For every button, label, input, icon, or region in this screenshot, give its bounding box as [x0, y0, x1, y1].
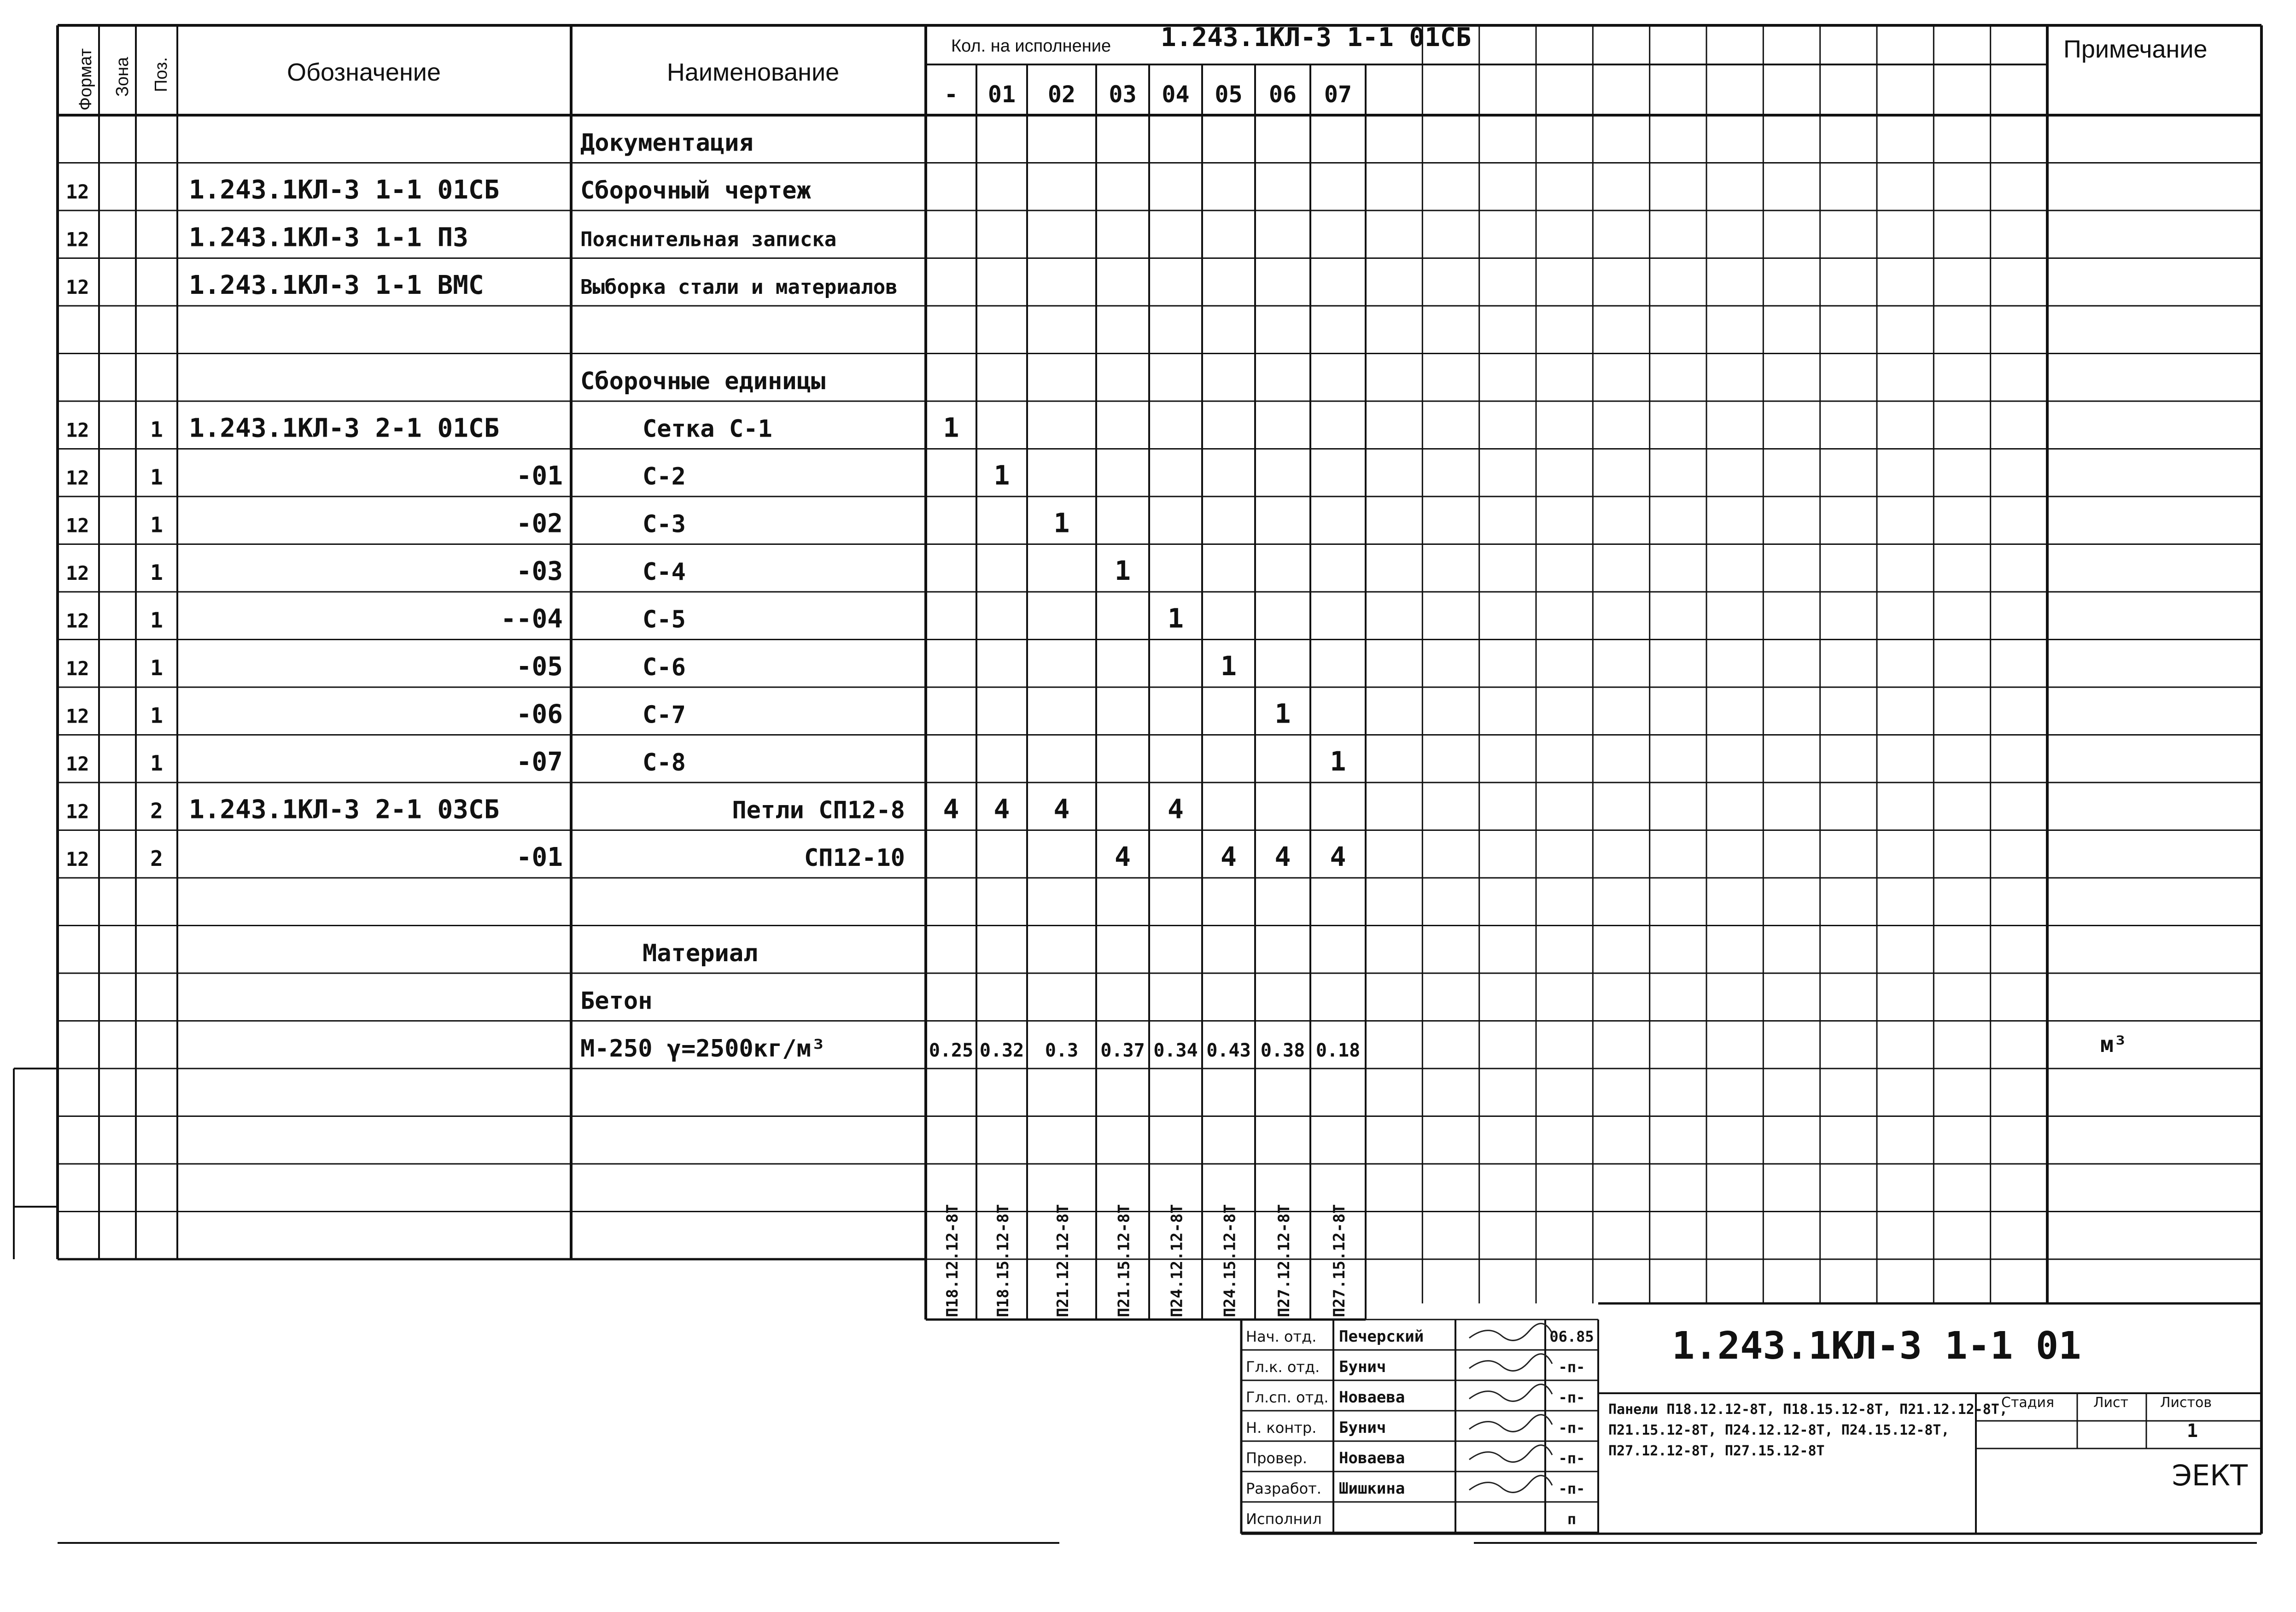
cell-qty: 0.43 — [1206, 1040, 1251, 1061]
cell-qty: 0.37 — [1100, 1040, 1145, 1061]
stamp-role: Разработ. — [1246, 1480, 1321, 1497]
table-row — [66, 270, 898, 300]
table-row — [580, 129, 754, 157]
stamp-person: Бунич — [1339, 1358, 1386, 1376]
cell-qty: 1 — [1115, 555, 1131, 586]
stamp-roles — [1246, 1324, 1594, 1528]
cell-format: 12 — [66, 848, 89, 870]
stamp-person: Новаева — [1339, 1388, 1405, 1407]
product-label: П24.12.12-8Т — [1168, 1204, 1186, 1317]
cell-qty: 4 — [943, 793, 959, 825]
cell-pos: 1 — [150, 417, 163, 442]
variant-label: - — [944, 81, 958, 108]
cell-note: м³ — [2100, 1032, 2127, 1057]
table-header — [76, 23, 2208, 111]
cell-format: 12 — [66, 276, 89, 298]
cell-format: 12 — [66, 228, 89, 251]
product-label: П27.15.12-8Т — [1330, 1204, 1349, 1317]
cell-qty: 4 — [993, 793, 1010, 825]
cell-format: 12 — [66, 753, 89, 775]
cell-designation: 1.243.1КЛ-3 1-1 П3 — [189, 222, 468, 253]
cell-designation: 1.243.1КЛ-3 2-1 01СБ — [189, 413, 500, 444]
cell-name: Материал — [643, 940, 758, 967]
cell-qty: 0.32 — [979, 1040, 1024, 1061]
cell-name: СП12-10 — [804, 844, 905, 872]
header-format: Формат — [76, 48, 95, 111]
stamp-sheet-label: Лист — [2093, 1395, 2129, 1411]
signature-icon — [1469, 1324, 1552, 1341]
cell-pos: 2 — [150, 798, 163, 824]
cell-pos: 1 — [150, 465, 163, 490]
table-row — [643, 940, 758, 967]
stamp-role: Н. контр. — [1246, 1419, 1317, 1437]
table-row — [66, 460, 1010, 491]
title-block — [1246, 1324, 2248, 1528]
stamp-date: -п- — [1558, 1449, 1585, 1467]
cell-designation: --04 — [501, 604, 563, 634]
stamp-person: Шишкина — [1339, 1479, 1405, 1498]
product-label: П18.12.12-8Т — [943, 1204, 962, 1317]
stamp-date: -п- — [1558, 1480, 1585, 1497]
table-row — [66, 650, 1237, 682]
stamp-role: Провер. — [1246, 1449, 1307, 1467]
cell-designation: 1.243.1КЛ-3 1-1 ВМС — [189, 270, 484, 300]
cell-qty: 0.3 — [1045, 1040, 1079, 1061]
cell-name: Документация — [580, 129, 754, 157]
cell-pos: 1 — [150, 703, 163, 728]
product-label: П18.15.12-8Т — [994, 1204, 1012, 1317]
variant-label: 03 — [1109, 81, 1137, 108]
cell-name: С-6 — [643, 654, 686, 681]
product-labels — [943, 1204, 1349, 1317]
cell-qty: 1 — [1168, 602, 1184, 634]
table-row — [580, 1032, 2127, 1063]
cell-name: С-3 — [643, 510, 686, 538]
cell-format: 12 — [66, 800, 89, 823]
cell-name: С-7 — [643, 701, 686, 729]
cell-name: Петли СП12-8 — [732, 796, 905, 824]
cell-qty: 1 — [1221, 650, 1237, 682]
table-row — [66, 794, 1184, 825]
cell-name: С-2 — [643, 463, 686, 491]
cell-qty: 4 — [1053, 793, 1070, 825]
stamp-sheets-value: 1 — [2186, 1420, 2198, 1442]
stamp-person: Печерский — [1339, 1327, 1424, 1346]
cell-name: М-250 γ=2500кг/м³ — [580, 1035, 826, 1063]
cell-name: Сборочный чертеж — [580, 177, 811, 204]
stamp-date: -п- — [1558, 1389, 1585, 1406]
cell-name: Пояснительная записка — [580, 228, 837, 251]
cell-qty: 0.18 — [1315, 1040, 1361, 1061]
stamp-role: Гл.сп. отд. — [1246, 1389, 1329, 1406]
cell-format: 12 — [66, 514, 89, 537]
header-qty-code: 1.243.1КЛ-3 1-1 01СБ — [1161, 23, 1472, 53]
product-label: П21.12.12-8Т — [1054, 1204, 1072, 1317]
signature-icon — [1469, 1354, 1552, 1371]
header-pos: Поз. — [152, 57, 171, 92]
cell-qty: 0.38 — [1260, 1040, 1305, 1061]
cell-name: Сборочные единицы — [580, 368, 826, 395]
cell-name: Сетка С-1 — [643, 415, 772, 443]
table-row — [66, 841, 1346, 872]
cell-name: С-5 — [643, 606, 686, 634]
variant-labels — [944, 81, 1352, 108]
stamp-date: п — [1567, 1510, 1577, 1528]
variant-label: 01 — [987, 81, 1016, 108]
variant-label: 05 — [1215, 81, 1243, 108]
header-zone: Зона — [113, 57, 132, 97]
cell-qty: 0.25 — [929, 1040, 974, 1061]
cell-format: 12 — [66, 181, 89, 203]
cell-pos: 1 — [150, 512, 163, 537]
cell-format: 12 — [66, 609, 89, 632]
table-row — [66, 508, 1069, 539]
cell-format: 12 — [66, 562, 89, 584]
cell-qty: 1 — [1274, 698, 1291, 730]
cell-pos: 1 — [150, 560, 163, 585]
cell-name: С-4 — [643, 558, 686, 586]
stamp-sheets-label: Листов — [2160, 1395, 2212, 1411]
table-row — [66, 603, 1184, 634]
cell-designation: -07 — [516, 747, 563, 777]
stamp-role: Гл.к. отд. — [1246, 1358, 1320, 1376]
product-label: П27.12.12-8Т — [1275, 1204, 1293, 1317]
stamp-role: Исполнил — [1246, 1510, 1322, 1528]
cell-qty: 1 — [943, 412, 959, 444]
table-row — [66, 555, 1131, 586]
cell-name: Выборка стали и материалов — [580, 275, 898, 299]
cell-qty: 1 — [993, 460, 1010, 491]
stamp-title: Панели П18.12.12-8Т, П18.15.12-8Т, П21.12.12-8Т, П21.15.12-8Т, П24.12.12-8Т, П24.15.12-8Т, П27.12.12-8Т, П27.15.12-8Т — [1608, 1402, 2008, 1459]
cell-name: Бетон — [580, 987, 653, 1015]
header-qty-label: Кол. на исполнение — [951, 36, 1111, 56]
table-row — [66, 223, 836, 253]
cell-pos: 1 — [150, 655, 163, 680]
cell-designation: -02 — [516, 508, 563, 539]
stamp-person: Новаева — [1339, 1449, 1405, 1467]
cell-qty: 1 — [1330, 746, 1346, 777]
cell-qty: 4 — [1115, 841, 1131, 872]
table-row — [580, 987, 653, 1015]
grid-lines — [14, 25, 2261, 1543]
cell-format: 12 — [66, 657, 89, 680]
table-row — [66, 412, 959, 444]
variant-label: 06 — [1268, 81, 1297, 108]
cell-format: 12 — [66, 705, 89, 728]
stamp-role: Нач. отд. — [1246, 1328, 1317, 1345]
stamp-person: Бунич — [1339, 1419, 1386, 1437]
cell-qty: 4 — [1221, 841, 1237, 872]
cell-pos: 1 — [150, 751, 163, 776]
cell-designation: 1.243.1КЛ-3 2-1 03СБ — [189, 794, 500, 825]
stamp-code: 1.243.1КЛ-3 1-1 01 — [1672, 1324, 2081, 1368]
table-row — [66, 698, 1291, 730]
cell-designation: -01 — [516, 842, 563, 872]
variant-label: 04 — [1162, 81, 1190, 108]
signature-icon — [1469, 1445, 1552, 1462]
cell-pos: 2 — [150, 846, 163, 871]
cell-format: 12 — [66, 467, 89, 489]
cell-designation: -01 — [516, 461, 563, 491]
cell-designation: -06 — [516, 699, 563, 730]
cell-qty: 0.34 — [1153, 1040, 1198, 1061]
cell-designation: -03 — [516, 556, 563, 586]
cell-designation: 1.243.1КЛ-3 1-1 01СБ — [189, 175, 500, 205]
cell-qty: 4 — [1274, 841, 1291, 872]
signature-icon — [1469, 1415, 1552, 1432]
variant-label: 02 — [1047, 81, 1076, 108]
product-label: П24.15.12-8Т — [1221, 1204, 1239, 1317]
header-designation: Обозначение — [287, 58, 441, 86]
stamp-date: -п- — [1558, 1358, 1585, 1376]
table-row — [580, 368, 825, 395]
cell-qty: 4 — [1168, 793, 1184, 825]
variant-label: 07 — [1324, 81, 1352, 108]
signature-icon — [1469, 1384, 1552, 1402]
stamp-date: -п- — [1558, 1419, 1585, 1437]
cell-pos: 1 — [150, 607, 163, 633]
cell-format: 12 — [66, 419, 89, 442]
stamp-stage-label: Стадия — [2001, 1395, 2055, 1411]
table-row — [66, 746, 1346, 777]
cell-qty: 4 — [1330, 841, 1346, 872]
cell-qty: 1 — [1053, 507, 1070, 539]
stamp-date: 06.85 — [1549, 1328, 1594, 1345]
signature-icon — [1469, 1476, 1552, 1493]
product-label: П21.15.12-8Т — [1115, 1204, 1133, 1317]
cell-designation: -05 — [516, 652, 563, 682]
header-note: Примечание — [2063, 35, 2208, 63]
stamp-org: ЭЕКТ — [2172, 1459, 2248, 1492]
cell-name: С-8 — [643, 749, 686, 777]
header-name: Наименование — [666, 58, 840, 86]
